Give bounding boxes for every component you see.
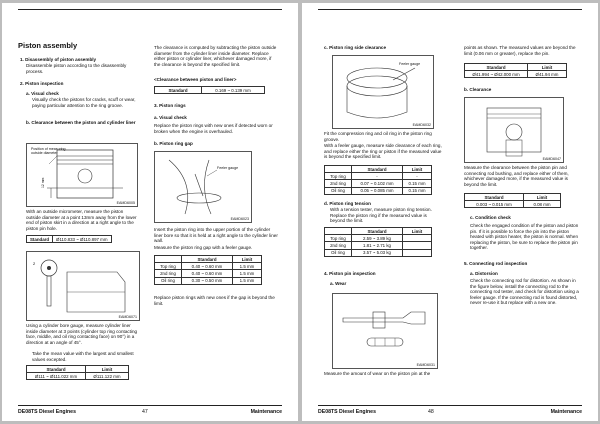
ring-gap-table — [154, 255, 262, 285]
cell: Oil ring — [325, 249, 352, 256]
heading-side-clearance: c. Piston ring side clearance — [324, 45, 387, 50]
col-standard: Standard — [27, 366, 86, 373]
cell: 0.40 ~ 0.60 mm — [182, 270, 233, 277]
heading-clearance-piston-liner: <Clearance between piston and liner> — [154, 77, 237, 82]
text-pin-points: points as shown. The measured values are beyond the limit (0.06 mm or greater), replace the pin. — [464, 45, 576, 56]
footer-rule — [18, 405, 282, 406]
cell — [403, 242, 432, 249]
footer-section: Maintenance — [550, 409, 582, 415]
clearance-spec — [154, 86, 265, 94]
col-limit: Limit — [403, 228, 432, 235]
cell: Ø111 ~ Ø111.022 mm — [27, 373, 86, 380]
text-measure-gap: Measure the piston ring gap with a feeler gauge. — [154, 245, 253, 250]
cell: 0.15 mm — [403, 187, 432, 194]
text-distorsion: Check the connecting rod for distortion. As shown in the figure below, install the connecting rod to the connecting rod tester, and check for distortion using a feeler gauge. If the connecting rod is found distorted, never re-use it but replace with a new one. — [470, 278, 579, 306]
standard-spec — [26, 235, 112, 243]
table-row — [27, 373, 129, 380]
ring-tension-table — [324, 227, 432, 257]
page-number: 48 — [428, 409, 434, 415]
side-clearance-table — [324, 165, 432, 195]
top-rule — [318, 9, 582, 10]
heading-conrod-inspection: 5. Connecting rod inspection — [464, 261, 528, 266]
cell: 1.5 mm — [233, 263, 262, 270]
pin-spec-table — [464, 63, 567, 78]
page-number: 47 — [142, 409, 148, 415]
cell: Oil ring — [325, 187, 352, 194]
cell — [325, 166, 352, 173]
table-row — [155, 277, 262, 284]
pin-wear-diagram — [333, 294, 437, 368]
top-rule — [18, 9, 282, 10]
footer-section: Maintenance — [250, 409, 282, 415]
text-disassembly: Disassemble piston according to the disassembly process. — [26, 63, 127, 74]
text-side-clearance: With a feeler gauge, measure side clearance of each ring, and replace either the ring or piston if the measured value is beyond the specified limit. — [324, 143, 442, 160]
table-row — [325, 249, 432, 256]
col-limit: Limit — [528, 64, 567, 71]
table-row — [325, 235, 432, 242]
footer-title: DE08TS Diesel Engines — [318, 409, 376, 415]
text-condition-check: Check the engaged condition of the piston and piston pin. If it is possible to force the pin into the piston heated with piston heater, the piston is normal. When replacing the piston, be sure to replace the piston pin together. — [470, 223, 579, 251]
text-mean-value: Take the mean value with the largest and smallest values excepted. — [32, 351, 134, 362]
ring-gap-diagram — [155, 152, 251, 222]
figure-bore-gauge — [26, 251, 140, 321]
heading-ring-gap: b. Piston ring gap — [154, 141, 193, 146]
footer-rule — [318, 405, 582, 406]
spec-value: Ø110.833 ~ Ø110.897 mm — [53, 236, 111, 243]
col-standard: Standard — [352, 228, 403, 235]
figure-caption: EAMD6005 — [116, 201, 135, 205]
col-standard: Standard — [352, 166, 403, 173]
cell — [403, 249, 432, 256]
table-row — [155, 263, 262, 270]
heading-disassembly: 1. Disassembly of piston assembly — [20, 57, 97, 62]
col-standard: Standard — [465, 64, 528, 71]
cell: 0.05 ~ 0.085 mm — [352, 187, 403, 194]
figure-side-clearance — [332, 55, 434, 129]
heading-distorsion: a. Distorsion — [470, 271, 498, 276]
section-title: Piston assembly — [18, 41, 78, 50]
footer — [302, 405, 598, 421]
cell: 1.5 mm — [233, 270, 262, 277]
heading-pin-clearance: b. Clearance — [464, 87, 492, 92]
side-clearance-diagram — [333, 56, 433, 128]
bore-gauge-diagram — [27, 252, 139, 320]
heading-condition-check: c. Condition check — [470, 215, 511, 220]
heading-piston-rings: 3. Piston rings — [154, 103, 186, 108]
dimension-label: 12 mm — [41, 177, 45, 188]
cell: 2nd ring — [155, 270, 182, 277]
cell: 0.003 ~ 0.015 mm — [465, 201, 524, 208]
figure-pin-wear — [332, 293, 438, 369]
cell: - — [352, 173, 403, 180]
text-pin-wear: Measure the amount of wear on the piston pin at the — [324, 371, 431, 376]
figure-caption: EAMD6031 — [416, 363, 435, 367]
col-standard: Standard — [465, 194, 524, 201]
cell: 3.57 ~ 5.03 kg — [352, 249, 403, 256]
pin-clearance-diagram — [465, 98, 563, 162]
figure-caption: EAMD6032 — [412, 123, 431, 127]
left-page — [2, 3, 298, 421]
cell — [325, 228, 352, 235]
text-ring-visual: Replace the piston rings with new ones if detected worn or broken when the engine is overhauled. — [154, 123, 273, 134]
text-fit-ring: Fit the compression ring and oil ring in the piston ring groove. — [324, 131, 432, 142]
col-limit: Limit — [233, 256, 262, 263]
figure-label: Position of measuring outside diameter — [31, 147, 66, 156]
table-row — [325, 180, 432, 187]
text-visual-check: Visually check the pistons for cracks, scuff or wear, paying particular attention to the ring groove. — [32, 97, 136, 108]
text-ring-tension: With a tension tester, measure piston ring tension. Replace the piston ring if the measured value is beyond the limit. — [330, 207, 432, 224]
heading-visual-check: a. Visual check — [26, 91, 59, 96]
heading-clearance-liner: b. Clearance between the piston and cylinder liner — [26, 120, 136, 125]
col-standard: Standard — [182, 256, 233, 263]
text-pin-clearance: Measure the clearance between the piston pin and connecting rod bushing, and replace either of them, whichever damaged more, if the measured value is beyond the limit. — [464, 165, 569, 187]
cell: Top ring — [155, 263, 182, 270]
svg-text:2: 2 — [33, 261, 36, 266]
text-insert-ring: Insert the piston ring into the upper portion of the cylinder liner bore so that it is held at a right angle to the cylinder liner wall. — [154, 227, 278, 244]
figure-pin-clearance — [464, 97, 564, 163]
cell: 2nd ring — [325, 180, 352, 187]
table-row — [325, 173, 432, 180]
text-clearance-compute: The clearance is computed by subtracting the piston outside diameter from the cylinder liner inside diameter. Replace either piston or cylinder liner, whichever damaged more, if the clearance is beyond the specified limit. — [154, 45, 277, 67]
col-limit: Limit — [403, 166, 432, 173]
figure-caption: EAMD6047 — [542, 157, 561, 161]
table-row — [155, 270, 262, 277]
cell: Standard — [155, 87, 202, 94]
cell: 0.15 mm — [403, 180, 432, 187]
text-replace-rings: Replace piston rings with new ones if the gap is beyond the limit. — [154, 295, 275, 306]
cell: 0.40 ~ 0.60 mm — [182, 263, 233, 270]
figure-ring-gap — [154, 151, 252, 223]
cell: 0.08 mm — [524, 201, 561, 208]
footer-title: DE08TS Diesel Engines — [18, 409, 76, 415]
spec-label: Standard — [27, 236, 53, 243]
table-row — [465, 201, 561, 208]
cell: Ø41.94 mm — [528, 71, 567, 78]
liner-spec-table — [26, 365, 129, 380]
cell: 2.59 ~ 3.89 kg — [352, 235, 403, 242]
figure-label: Feeler gauge — [217, 166, 239, 170]
table-row — [325, 242, 432, 249]
cell: Ø41.994 ~ Ø42.000 mm — [465, 71, 528, 78]
text-micrometer: With an outside micrometer, measure the piston outside diameter at a point 13mm away from the lower end of piston skirt in a direction at a right angle to the piston pin hole. — [26, 209, 137, 231]
col-limit: Limit — [524, 194, 561, 201]
cell: - — [403, 173, 432, 180]
cell: 2nd ring — [325, 242, 352, 249]
table-row — [325, 187, 432, 194]
cell: Top ring — [325, 173, 352, 180]
text-bore-gauge: Using a cylinder bore gauge, measure cylinder liner inside diameter at 3 points (cylinder top ring contacting face, middle, and oil ring contacting face) on 90°) in a direction at an angle of 45°. — [26, 323, 138, 345]
cell: 0.30 ~ 0.50 mm — [182, 277, 233, 284]
footer — [2, 405, 298, 421]
cell — [155, 256, 182, 263]
cell: 0.07 ~ 0.102 mm — [352, 180, 403, 187]
cell: 1.5 mm — [233, 277, 262, 284]
cell — [403, 235, 432, 242]
cell: 1.81 ~ 2.71 kg — [352, 242, 403, 249]
heading-wear: a. Wear — [330, 281, 347, 286]
heading-piston-inspection: 2. Piston inspection — [20, 81, 64, 86]
heading-ring-tension: d. Piston ring tension — [324, 201, 371, 206]
heading-ring-visual: a. Visual check — [154, 115, 187, 120]
figure-caption: EAMD6071 — [118, 315, 137, 319]
figure-piston-diameter — [26, 143, 138, 207]
pin-clearance-table — [464, 193, 561, 208]
table-row — [465, 71, 567, 78]
cell: Top ring — [325, 235, 352, 242]
cell: 0.169 ~ 0.139 mm — [202, 87, 265, 94]
heading-pin-inspection: 4. Piston pin inspection — [324, 271, 376, 276]
cell: Oil ring — [155, 277, 182, 284]
col-limit: Limit — [86, 366, 129, 373]
right-page — [302, 3, 598, 421]
figure-label: Feeler gauge — [399, 62, 421, 66]
cell: Ø111.122 mm — [86, 373, 129, 380]
figure-caption: EAMD6023 — [230, 217, 249, 221]
